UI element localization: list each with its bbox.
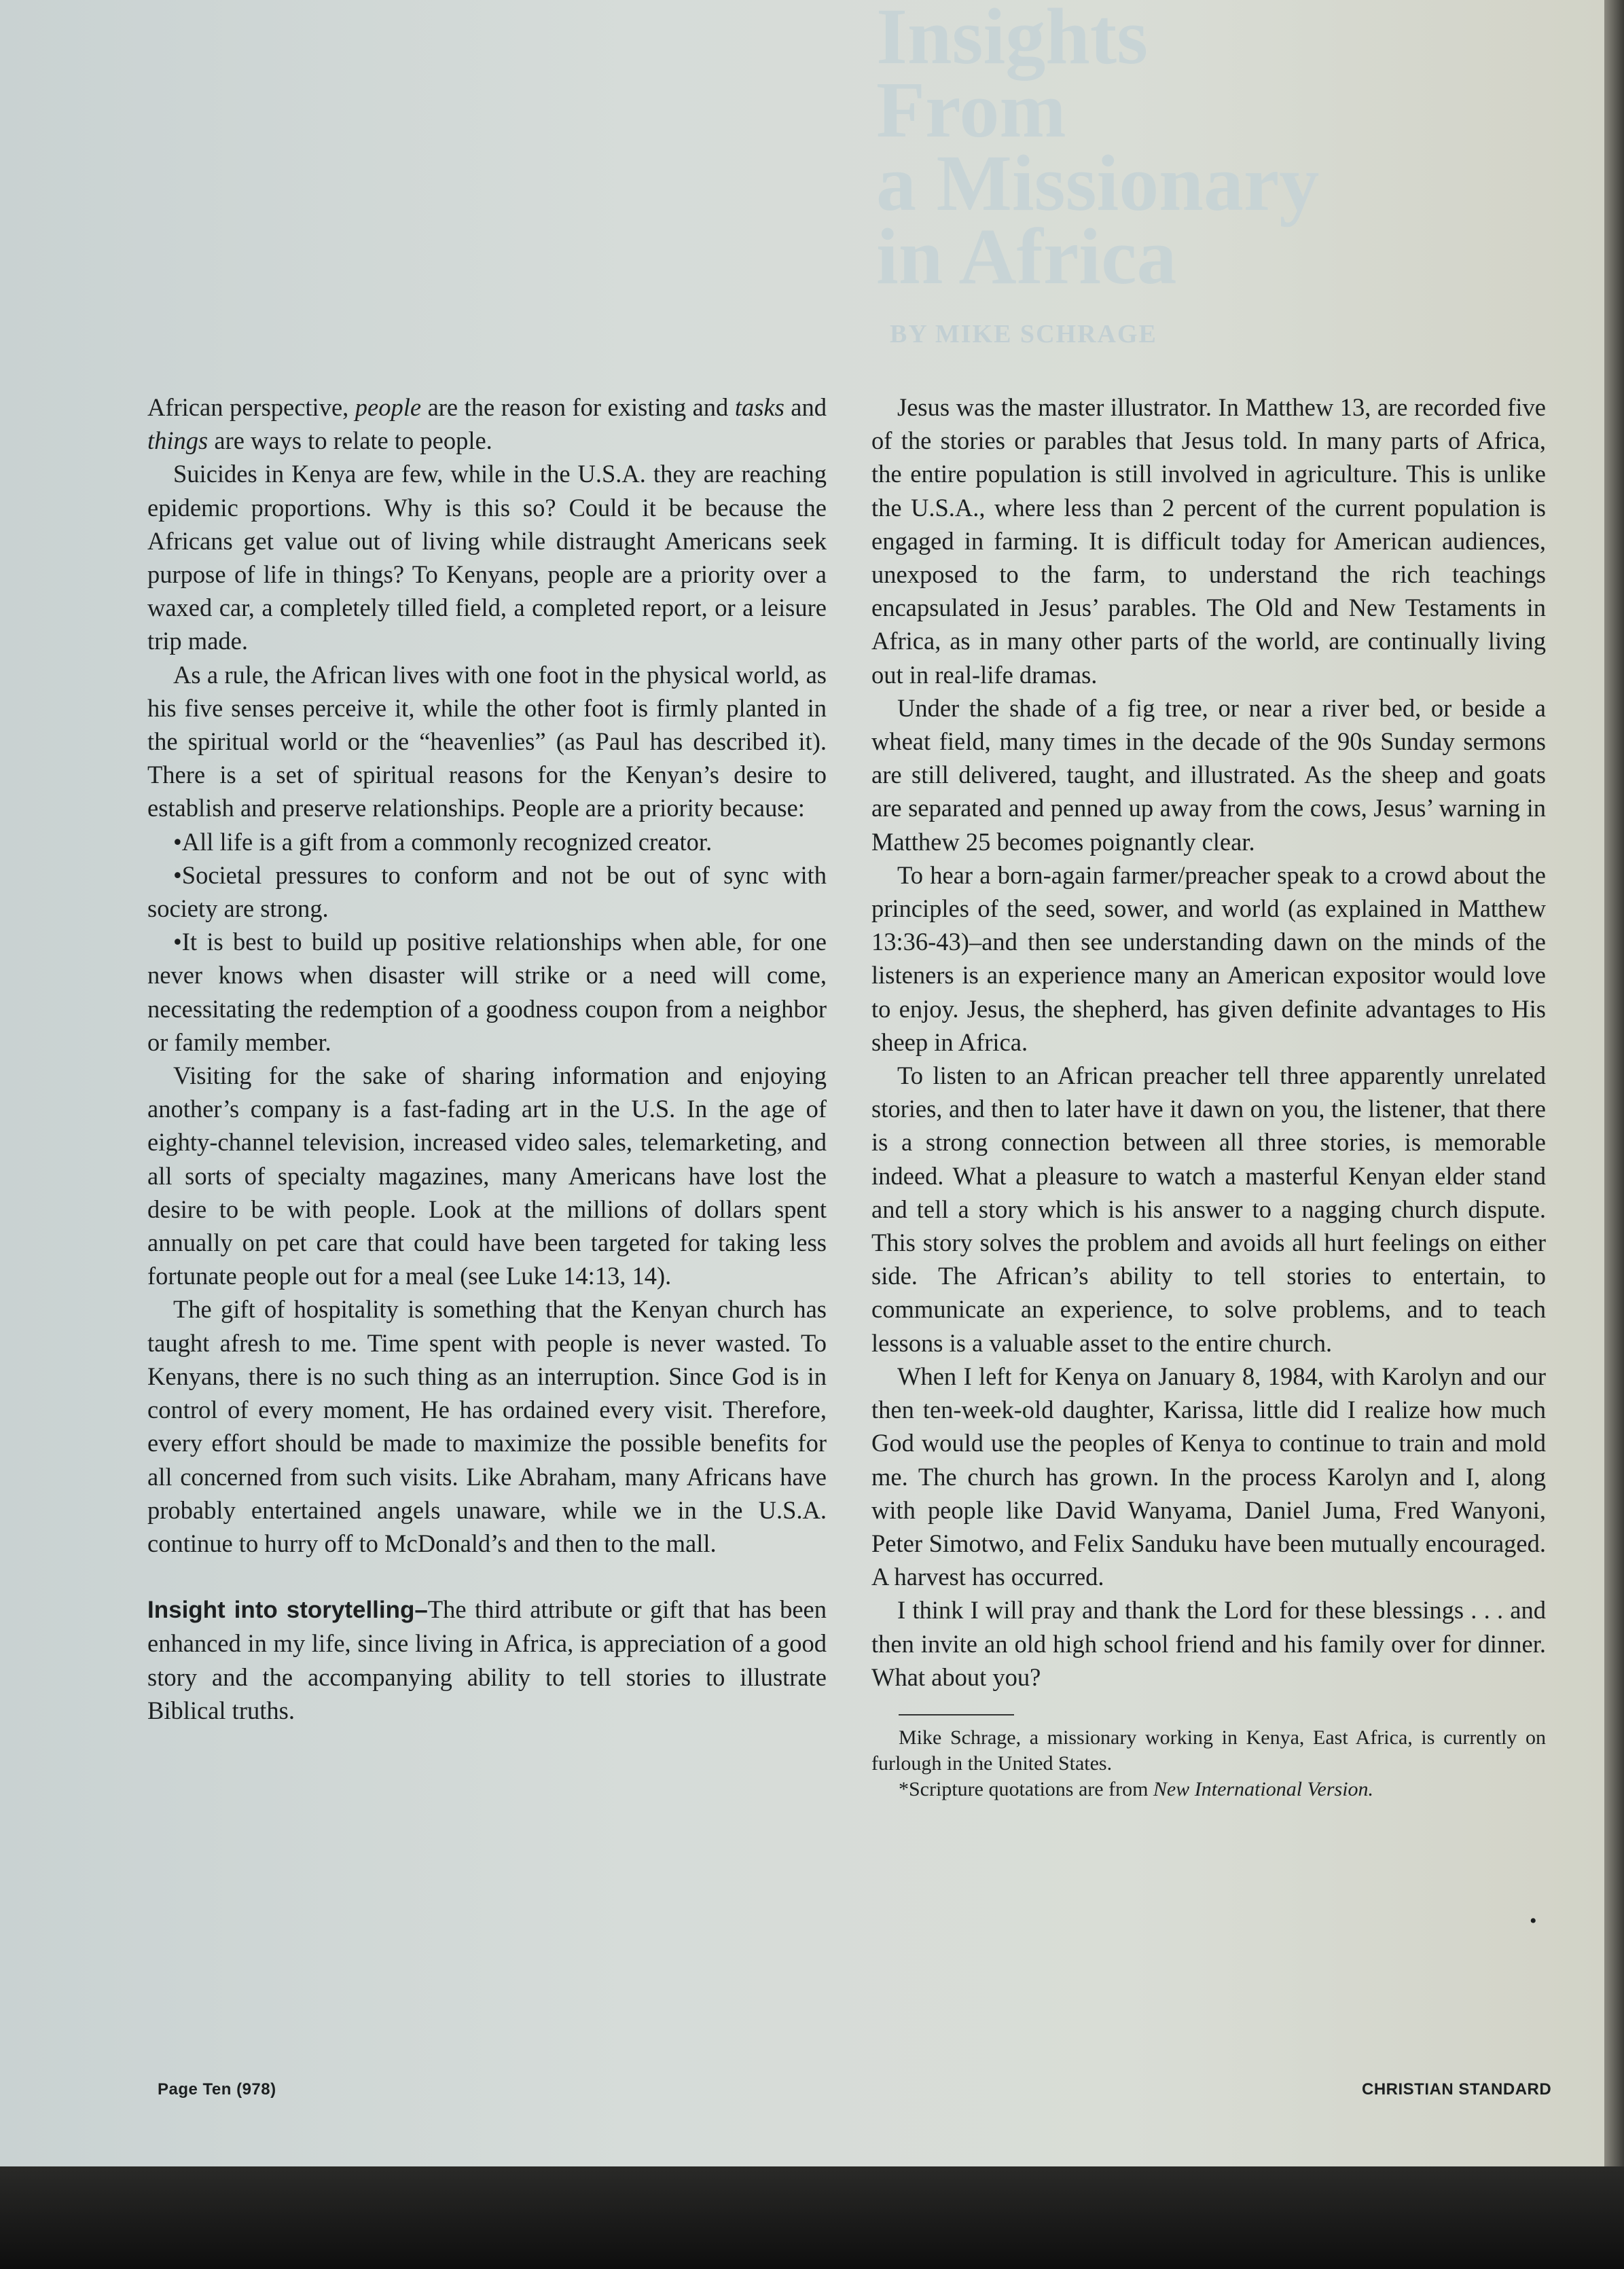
paragraph-master-illustrator: Jesus was the master illustrator. In Matthew 13, are recorded five of the stories or parables that Jesus told. In many parts of Africa, the entire population is still involved in agriculture. This is unlike the U.S.A., where less than 2 percent of the current population is engaged in farming. It is difficult today for American audiences, unexposed to the farm, to understand the rich teachings encapsulated in Jesus’ parables. The Old and New Testaments in Africa, as in many other parts of the world, are continually living out in real-life dramas. — [871, 393, 1546, 689]
paragraph-hospitality: The gift of hospitality is something that the Kenyan church has taught afresh to me. Time spent with people is never wasted. To Kenyans, there is no such thing as an interruption. Since God is in control of every moment, He has ordained every visit. Therefore, every effort should be made to maximize the possible benefits for all concerned from such visits. Like Abraham, many Africans have probably entertained angels unaware, while we in the U.S.A. continue to hurry off to McDonald’s and then to the mall. — [147, 1295, 827, 1557]
bullet-item-relationships: •It is best to build up positive relationships when able, for one never knows when disaster will strike or a need will come, necessitating the redemption of a goodness coupon from a neighbor or family member. — [147, 928, 827, 1056]
headline-line-1: Insights — [876, 0, 1149, 81]
paragraph-three-stories: To listen to an African preacher tell three apparently unrelated stories, and then to later have it dawn on you, the listener, that there is a strong connection between all three stories, is memorable indeed. What a pleasure to watch a masterful Kenyan elder stand and tell a story which is his answer to a nagging church dispute. This story solves the problem and avoids all hurt feelings on either side. The African’s ability to tell stories to entertain, to communicate an experience, to solve problems, and to teach lessons is a valuable asset to the entire church. — [871, 1061, 1546, 1357]
paragraph-spiritual-world: As a rule, the African lives with one foot in the physical world, as his five senses perceive it, while the other foot is firmly planted in the spiritual world or the “heavenlies” (as Paul has described it). There is a set of spiritual reasons for the Kenyan’s desire to establish and preserve relationships. People are a priority because: — [147, 660, 827, 822]
section-gap — [147, 1560, 827, 1593]
magazine-name: CHRISTIAN STANDARD — [1362, 2080, 1552, 2099]
page-edge-shadow — [1604, 0, 1624, 2269]
footnotes — [871, 1725, 1546, 1802]
bullet-item-pressures: •Societal pressures to conform and not be out of sync with society are strong. — [147, 860, 827, 923]
bullet-item-gift: •All life is a gift from a commonly recognized creator. — [173, 827, 712, 856]
left-column — [147, 391, 827, 1727]
headline-line-3: a Missionary — [876, 139, 1320, 228]
paragraph-kenya-arrival: When I left for Kenya on January 8, 1984, with Karolyn and our then ten-week-old daughter, Karissa, little did I realize how much God would use the peoples of Kenya to continue to train and mold me. The church has grown. In the process Karolyn and I, along with people like David Wanyama, Daniel Juma, Fred Wanyoni, Peter Simotwo, and Felix Sanduku have been mutually encouraged. A harvest has occurred. — [871, 1362, 1546, 1591]
paragraph-storytelling: Insight into storytelling–The third attribute or gift that has been enhanced in my life, since living in Africa, is appreciation of a good story and the accompanying ability to tell stories to illustrate Biblical truths. — [147, 1595, 827, 1724]
paragraph-closing: I think I will pray and thank the Lord for these blessings . . . and then invite an old high school friend and his family over for dinner. What about you? — [871, 1596, 1546, 1691]
scripture-note: *Scripture quotations are from New International Version. — [899, 1777, 1374, 1800]
page-folio: Page Ten (978) — [158, 2080, 276, 2099]
paragraph-farmer-preacher: To hear a born-again farmer/preacher speak to a crowd about the principles of the seed, sower, and world (as explained in Matthew 13:36-43)–and then see understanding dawn on the minds of the listeners is an experience many an American expositor would love to enjoy. Jesus, the shepherd, has given definite advantages to His sheep in Africa. — [871, 860, 1546, 1056]
faded-headline — [876, 0, 1596, 301]
section-subhead: Insight into storytelling– — [147, 1597, 428, 1624]
right-column — [871, 391, 1546, 1802]
author-note: Mike Schrage, a missionary working in Kenya, East Africa, is currently on furlough in the United States. — [871, 1726, 1546, 1775]
end-of-article-mark: • — [1530, 1910, 1537, 1932]
faded-byline: BY MIKE SCHRAGE — [890, 320, 1157, 348]
headline-line-4: in Africa — [876, 212, 1177, 301]
paragraph-fig-tree: Under the shade of a fig tree, or near a river bed, or beside a wheat field, many times in the decade of the 90s Sunday sermons are still delivered, taught, and illustrated. As the sheep and goats are separated and penned up away from the cows, Jesus’ warning in Matthew 25 becomes poignantly clear. — [871, 693, 1546, 856]
headline-line-2: From — [876, 65, 1066, 154]
paragraph-continued: African perspective, people are the reason for existing and tasks and things are ways to relate to people. — [147, 393, 827, 455]
bottom-shadow — [0, 2166, 1624, 2269]
footnote-divider — [899, 1714, 1014, 1716]
paragraph-visiting: Visiting for the sake of sharing information and enjoying another’s company is a fast-fading art in the U.S. In the age of eighty-channel television, increased video sales, telemarketing, and all sorts of specialty magazines, many Americans have lost the desire to be with people. Look at the millions of dollars spent annually on pet care that could have been targeted for taking less fortunate people out for a meal (see Luke 14:13, 14). — [147, 1061, 827, 1290]
paragraph-suicides: Suicides in Kenya are few, while in the U.S.A. they are reaching epidemic proportions. Why is this so? Could it be because the Africans get value out of living while distraught Americans seek purpose of life in things? To Kenyans, people are a priority over a waxed car, a completely tilled field, a completed report, or a leisure trip made. — [147, 460, 827, 655]
